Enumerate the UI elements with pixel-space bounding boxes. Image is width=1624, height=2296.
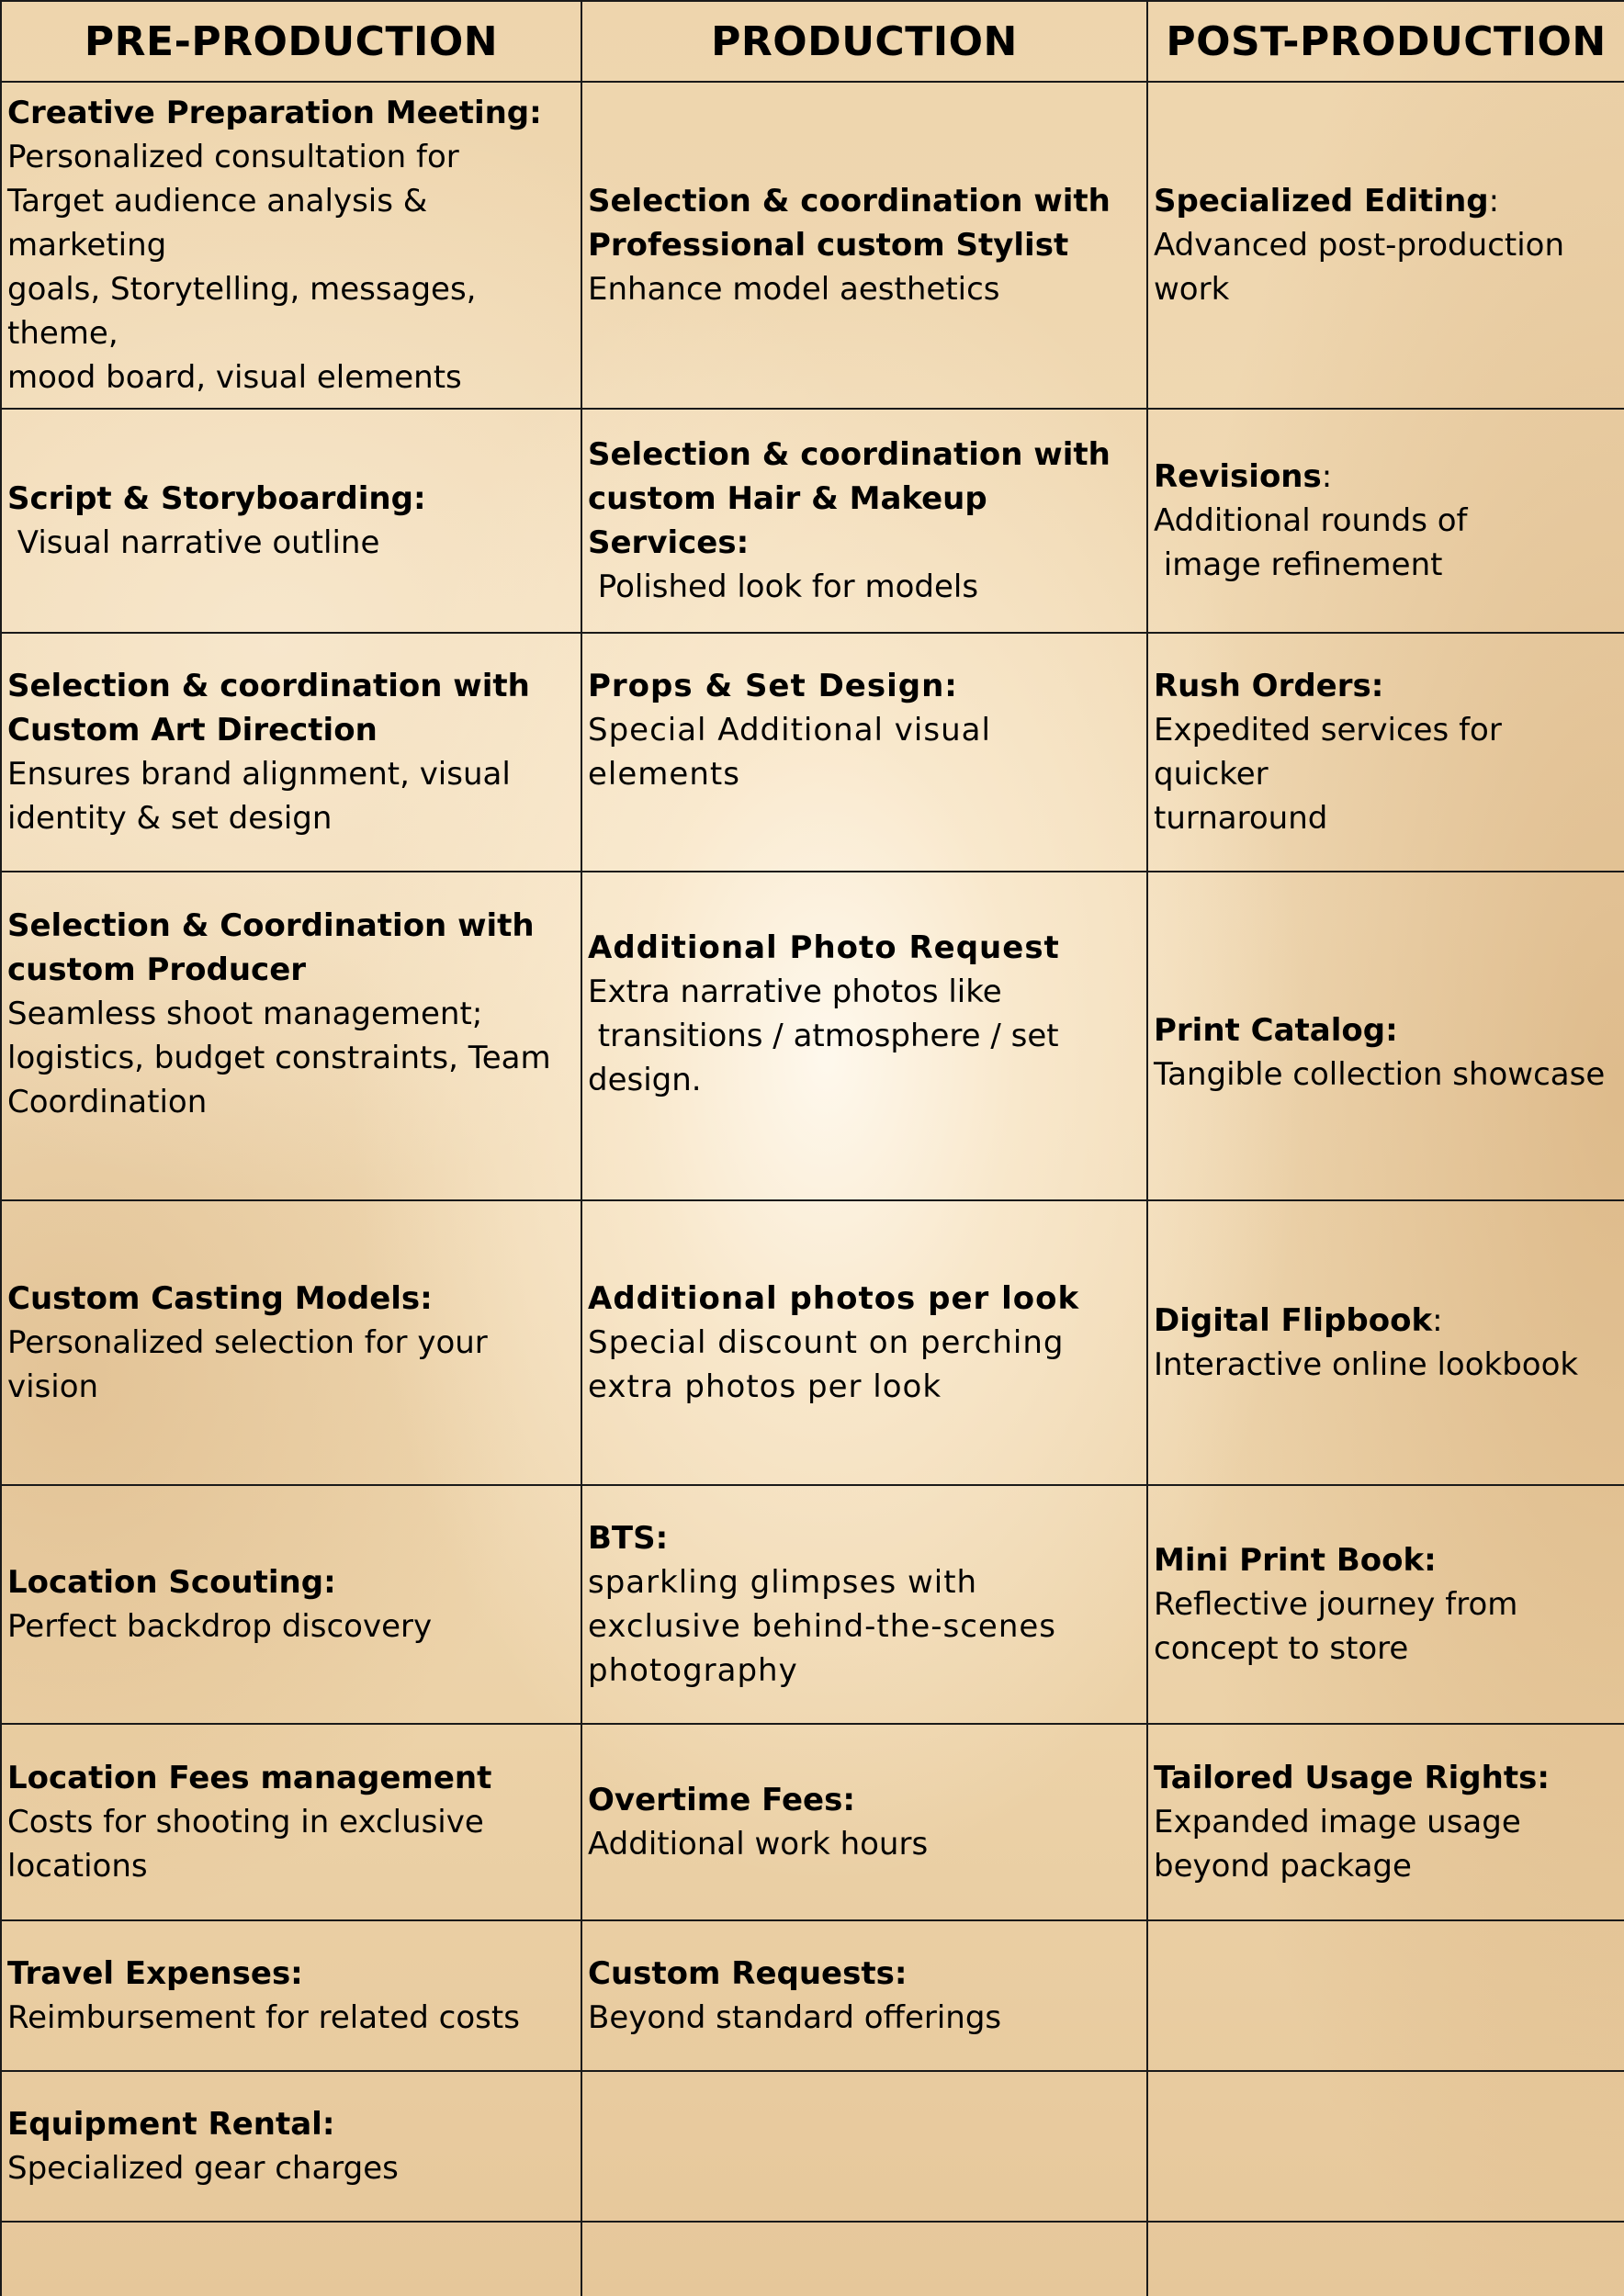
cell-line: Special Additional visual elements [588, 712, 991, 793]
cell-title-text: Digital Flipbook [1154, 1302, 1433, 1339]
cell-line: goals, Storytelling, messages, theme, [7, 271, 477, 352]
header-post-production: POST-PRODUCTION [1147, 1, 1624, 82]
cell-title-text: Revisions [1154, 458, 1322, 495]
cell-title: Script & Storyboarding: [7, 480, 426, 517]
table-row [1, 409, 1624, 633]
cell-title: Tailored Usage Rights: [1154, 1760, 1550, 1796]
cell-line-spacer [7, 1124, 575, 1168]
cell-line: Expanded image usage [1154, 1804, 1521, 1840]
cell-line: mood board, visual elements [7, 359, 462, 396]
cell-line: Personalized selection for your vision [7, 1324, 488, 1405]
cell-post [1147, 872, 1624, 1200]
cell-line: logistics, budget constraints, Team [7, 1040, 551, 1076]
cell-line: concept to store [1154, 1630, 1409, 1667]
table-row [1, 82, 1624, 409]
cell-title-text: Specialized Editing [1154, 183, 1489, 219]
cell-post [1147, 633, 1624, 872]
cell-title: Selection & coordination with [7, 668, 530, 704]
cell-title [1154, 455, 1618, 499]
cell-line: Polished look for models [588, 568, 979, 605]
table-row-empty [1, 2222, 1624, 2296]
cell-empty [1147, 2222, 1624, 2296]
cell-line-spacer [588, 1102, 1141, 1146]
cell-title: custom Producer [7, 951, 307, 988]
cell-line: Enhance model aesthetics [588, 271, 1000, 308]
cell-line: Additional rounds of [1154, 502, 1468, 539]
cell-prod [581, 409, 1147, 633]
cell-line: image refinement [1154, 546, 1443, 583]
table-row [1, 872, 1624, 1200]
cell-line: Specialized gear charges [7, 2150, 399, 2187]
cell-line: Beyond standard offerings [588, 1999, 1002, 2036]
cell-empty [581, 2222, 1147, 2296]
cell-post [1147, 409, 1624, 633]
cell-line: identity & set design [7, 800, 333, 837]
cell-title: Props & Set Design: [588, 668, 958, 704]
cell-title: Mini Print Book: [1154, 1542, 1437, 1579]
header-row [1, 1, 1624, 82]
cell-title: Selection & coordination with [588, 436, 1111, 473]
cell-title: Travel Expenses: [7, 1955, 303, 1992]
cell-line: design. [588, 1062, 702, 1098]
cell-pre [1, 2071, 581, 2222]
cell-title: Creative Preparation Meeting: [7, 95, 542, 131]
cell-title: Selection & Coordination with [7, 907, 535, 944]
cell-title: Custom Requests: [588, 1955, 908, 1992]
cell-line: exclusive behind-the-scenes [588, 1608, 1057, 1645]
table-row [1, 1200, 1624, 1485]
cell-line: transitions / atmosphere / set [588, 1018, 1059, 1054]
cell-prod [581, 633, 1147, 872]
cell-title [1154, 179, 1618, 223]
cell-prod [581, 1920, 1147, 2071]
cell-line: locations [7, 1848, 148, 1885]
cell-line: Additional work hours [588, 1826, 929, 1863]
cell-line: Costs for shooting in exclusive [7, 1804, 484, 1840]
cell-line: Perfect backdrop discovery [7, 1608, 433, 1645]
cell-line: Reimbursement for related costs [7, 1999, 520, 2036]
cell-title-colon: : [1321, 458, 1333, 495]
cell-title: BTS: [588, 1520, 669, 1557]
cell-line: Expedited services for quicker [1154, 712, 1502, 793]
cell-empty [1, 2222, 581, 2296]
cell-post-empty [1147, 2071, 1624, 2222]
cell-title: Custom Art Direction [7, 712, 378, 748]
cell-prod [581, 82, 1147, 409]
cell-post [1147, 1200, 1624, 1485]
cell-line-spacer [588, 796, 1141, 840]
cell-pre [1, 1724, 581, 1920]
cell-line: Personalized consultation for [7, 139, 459, 175]
cell-line: Reflective journey from [1154, 1586, 1518, 1623]
cell-title: Custom Casting Models: [7, 1280, 433, 1317]
cell-title: Additional photos per look [588, 1280, 1080, 1317]
cell-title: Location Fees management [7, 1760, 492, 1796]
cell-title: Rush Orders: [1154, 668, 1384, 704]
cell-line: Target audience analysis & marketing [7, 183, 428, 264]
table-row [1, 2071, 1624, 2222]
cell-title: Professional custom Stylist [588, 227, 1069, 264]
cell-line: sparkling glimpses with [588, 1564, 978, 1601]
cell-title-colon: : [1432, 1302, 1443, 1339]
cell-post [1147, 82, 1624, 409]
cell-pre [1, 1920, 581, 2071]
cell-title: Location Scouting: [7, 1564, 336, 1601]
cell-title: custom Hair & Makeup Services: [588, 480, 987, 561]
cell-title-colon: : [1488, 183, 1500, 219]
cell-line: Interactive online lookbook [1154, 1346, 1579, 1383]
cell-pre [1, 872, 581, 1200]
cell-line: Special discount on perching [588, 1324, 1065, 1361]
cell-title: Overtime Fees: [588, 1782, 855, 1818]
cell-title [1154, 1299, 1618, 1343]
cell-prod [581, 1200, 1147, 1485]
table-row [1, 633, 1624, 872]
cell-line: Coordination [7, 1084, 208, 1120]
cell-pre [1, 409, 581, 633]
cell-line: photography [588, 1652, 798, 1689]
cell-prod [581, 1485, 1147, 1724]
cell-title: Print Catalog: [1154, 1012, 1398, 1049]
cell-prod [581, 872, 1147, 1200]
header-production: PRODUCTION [581, 1, 1147, 82]
cell-line: turnaround [1154, 800, 1328, 837]
cell-title: Equipment Rental: [7, 2106, 335, 2143]
cell-line: Ensures brand alignment, visual [7, 756, 511, 793]
cell-line: Seamless shoot management; [7, 996, 483, 1032]
cell-post [1147, 1724, 1624, 1920]
cell-line: Visual narrative outline [7, 524, 380, 561]
cell-line: Extra narrative photos like [588, 974, 1002, 1010]
cell-pre [1, 633, 581, 872]
cell-line: beyond package [1154, 1848, 1412, 1885]
cell-prod [581, 1724, 1147, 1920]
cell-line: extra photos per look [588, 1368, 942, 1405]
table-row [1, 1485, 1624, 1724]
header-pre-production: PRE-PRODUCTION [1, 1, 581, 82]
cell-pre [1, 1485, 581, 1724]
cell-post-empty [1147, 1920, 1624, 2071]
cell-line: Tangible collection showcase [1154, 1056, 1606, 1093]
cell-post [1147, 1485, 1624, 1724]
table-row [1, 1920, 1624, 2071]
cell-line: Advanced post-production [1154, 227, 1565, 264]
cell-title: Selection & coordination with [588, 183, 1111, 219]
cell-prod-empty [581, 2071, 1147, 2222]
cell-line: work [1154, 271, 1230, 308]
cell-title: Additional Photo Request [588, 929, 1060, 966]
cell-pre [1, 82, 581, 409]
table-row [1, 1724, 1624, 1920]
cell-pre [1, 1200, 581, 1485]
